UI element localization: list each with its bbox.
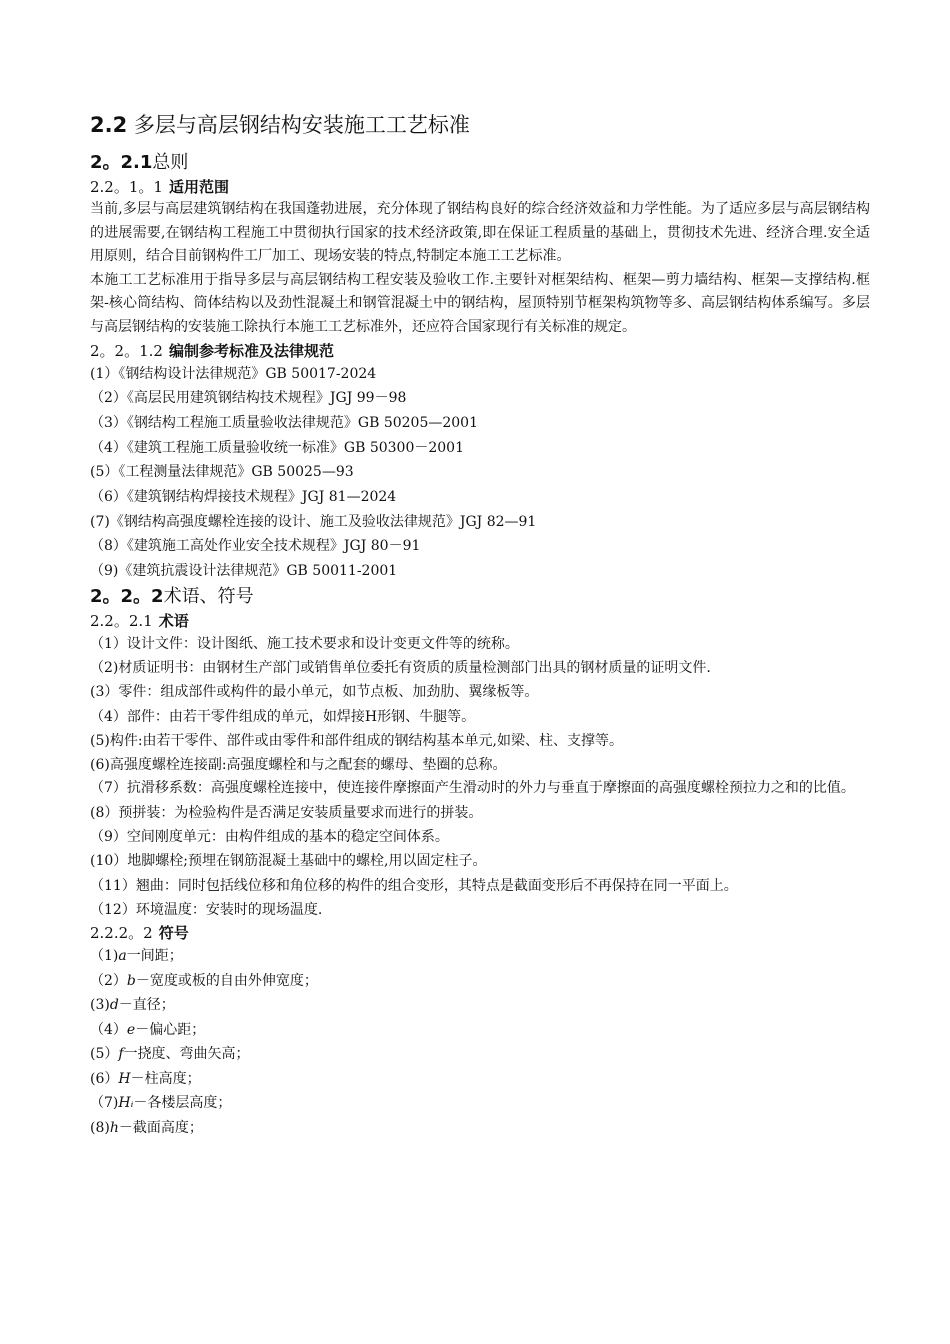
subsection-text: 符号 bbox=[158, 923, 189, 942]
section-number: 2。2。2 bbox=[90, 585, 164, 607]
subsection-text: 编制参考标准及法律规范 bbox=[168, 341, 334, 360]
title-text: 多层与高层钢结构安装施工工艺标准 bbox=[127, 113, 470, 137]
reference-item: (7)《钢结构高强度螺栓连接的设计、施工及验收法律规范》JGJ 82—91 bbox=[90, 513, 537, 530]
symbol-index: (6） bbox=[90, 1070, 119, 1087]
subsection-heading-terms bbox=[90, 610, 870, 632]
symbol-letter: f bbox=[118, 1046, 124, 1063]
symbol-index: (3) bbox=[90, 997, 110, 1014]
symbol-letter: h bbox=[109, 1120, 119, 1137]
term-item: (10）地脚螺栓;预埋在钢筋混凝土基础中的螺栓,用以固定柱子。 bbox=[90, 853, 487, 870]
symbol-item bbox=[90, 993, 870, 1018]
symbol-description: 一挠度、弯曲矢高； bbox=[123, 1046, 250, 1063]
symbol-index: （2） bbox=[90, 972, 127, 989]
reference-item: （8）《建筑施工高处作业安全技术规程》JGJ 80－91 bbox=[90, 538, 421, 555]
symbol-index: (8) bbox=[90, 1120, 110, 1137]
reference-item: （2）《高层民用建筑钢结构技术规程》JGJ 99－98 bbox=[90, 390, 407, 407]
symbol-item bbox=[90, 1091, 870, 1116]
subsection-text: 适用范围 bbox=[168, 178, 229, 196]
subsection-number: 2.2。1。1 bbox=[90, 178, 163, 196]
title-number: 2.2 bbox=[90, 113, 128, 137]
symbol-description: －截面高度； bbox=[118, 1120, 203, 1137]
symbol-letter: a bbox=[118, 947, 127, 964]
section-text: 总则 bbox=[152, 152, 189, 173]
term-item: （12）环境温度：安装时的现场温度. bbox=[90, 901, 323, 918]
symbol-description: －各楼层高度； bbox=[133, 1095, 232, 1112]
paragraph: 当前,多层与高层建筑钢结构在我国蓬勃进展，充分体现了钢结构良好的综合经济效益和力学性能。为了适应多层与高层钢结构的进展需要,在钢结构工程施工中贯彻执行国家的技术经济政策,即在保证工程质量的基础上，贯彻技术先进、经济合理.安全适用原则，结合目前钢构件工厂加工、现场安装的特点,特制定本施工工艺标准。 bbox=[90, 201, 870, 265]
reference-item: （4）《建筑工程施工质量验收统一标准》GB 50300－2001 bbox=[90, 439, 464, 456]
term-item: （1）设计文件：设计图纸、施工技术要求和设计变更文件等的统称。 bbox=[90, 635, 519, 652]
symbol-description: 一间距； bbox=[126, 947, 183, 964]
reference-item: (1）《钢结构设计法律规范》GB 50017-2024 bbox=[90, 365, 377, 382]
subsection-heading-references bbox=[90, 340, 870, 362]
section-number: 2。2.1 bbox=[90, 152, 153, 173]
symbol-index: （1) bbox=[90, 947, 119, 964]
symbol-description: －柱高度； bbox=[130, 1070, 201, 1087]
subsection-heading-scope bbox=[90, 176, 870, 198]
section-heading-general bbox=[90, 150, 870, 176]
symbol-item bbox=[90, 1042, 870, 1067]
reference-item: （3）《钢结构工程施工质量验收法律规范》GB 50205—2001 bbox=[90, 414, 478, 431]
symbol-index: (5） bbox=[90, 1046, 119, 1063]
term-item: （4）部件：由若干零件组成的单元，如焊接H形钢、牛腿等。 bbox=[90, 708, 476, 725]
symbol-index: （4） bbox=[90, 1021, 127, 1038]
subsection-text: 术语 bbox=[158, 611, 189, 630]
reference-item: （6）《建筑钢结构焊接技术规程》JGJ 81—2024 bbox=[90, 489, 397, 506]
subsection-number: 2.2。2.1 bbox=[90, 611, 153, 630]
reference-item: (5）《工程测量法律规范》GB 50025—93 bbox=[90, 464, 354, 481]
symbol-letter: H bbox=[118, 1070, 131, 1087]
symbol-letter: e bbox=[126, 1021, 136, 1038]
term-item: （9）空间刚度单元：由构件组成的基本的稳定空间体系。 bbox=[90, 829, 449, 846]
symbol-item bbox=[90, 969, 870, 994]
section-heading-terms-symbols bbox=[90, 584, 870, 610]
symbol-letter: Hᵢ bbox=[118, 1095, 134, 1112]
symbol-index: （7) bbox=[90, 1095, 119, 1112]
section-text: 术语、符号 bbox=[163, 585, 254, 607]
term-item: （7）抗滑移系数：高强度螺栓连接中，使连接件摩擦面产生滑动时的外力与垂直于摩擦面的高强度螺栓预拉力之和的比值。 bbox=[90, 780, 855, 797]
symbol-description: －偏心距； bbox=[135, 1021, 206, 1038]
symbol-item bbox=[90, 1018, 870, 1043]
term-item: (3）零件：组成部件或构件的最小单元，如节点板、加劲肋、翼缘板等。 bbox=[90, 684, 539, 701]
document-content bbox=[90, 110, 870, 1141]
symbol-item bbox=[90, 944, 870, 969]
term-item: (5)构件:由若干零件、部件或由零件和部件组成的钢结构基本单元,如梁、柱、支撑等。 bbox=[90, 732, 623, 749]
symbol-letter: d bbox=[109, 997, 119, 1014]
symbol-letter: b bbox=[126, 972, 136, 989]
term-item: （2)材质证明书：由钢材生产部门或销售单位委托有资质的质量检测部门出具的钢材质量的证明文件. bbox=[90, 660, 711, 677]
symbol-item bbox=[90, 1116, 870, 1141]
subsection-number: 2。2。1.2 bbox=[90, 341, 163, 360]
term-item: (6)高强度螺栓连接副:高强度螺栓和与之配套的螺母、垫圈的总称。 bbox=[90, 756, 507, 773]
subsection-heading-symbols bbox=[90, 922, 870, 944]
symbol-description: －直径； bbox=[118, 997, 175, 1014]
subsection-number: 2.2.2。2 bbox=[90, 923, 153, 942]
symbol-item bbox=[90, 1067, 870, 1092]
symbol-description: －宽度或板的自由外伸宽度； bbox=[135, 972, 318, 989]
term-item: （11）翘曲：同时包括线位移和角位移的构件的组合变形，其特点是截面变形后不再保持在同一平面上。 bbox=[90, 877, 738, 894]
term-item: (8）预拼装：为检验构件是否满足安装质量要求而进行的拼装。 bbox=[90, 804, 483, 821]
reference-item: （9)《建筑抗震设计法律规范》GB 50011-2001 bbox=[90, 563, 398, 580]
document-title bbox=[90, 110, 870, 140]
paragraph: 本施工工艺标准用于指导多层与高层钢结构工程安装及验收工作.主要针对框架结构、框架—剪力墙结构、框架—支撑结构.框架-核心筒结构、筒体结构以及劲性混凝土和钢管混凝土中的钢结构，屋顶特别节框架构筑物等多、高层钢结构体系编写。多层与高层钢结构的安装施工除执行本施工工艺标准外，还应符合国家现行有关标准的规定。 bbox=[90, 271, 870, 335]
